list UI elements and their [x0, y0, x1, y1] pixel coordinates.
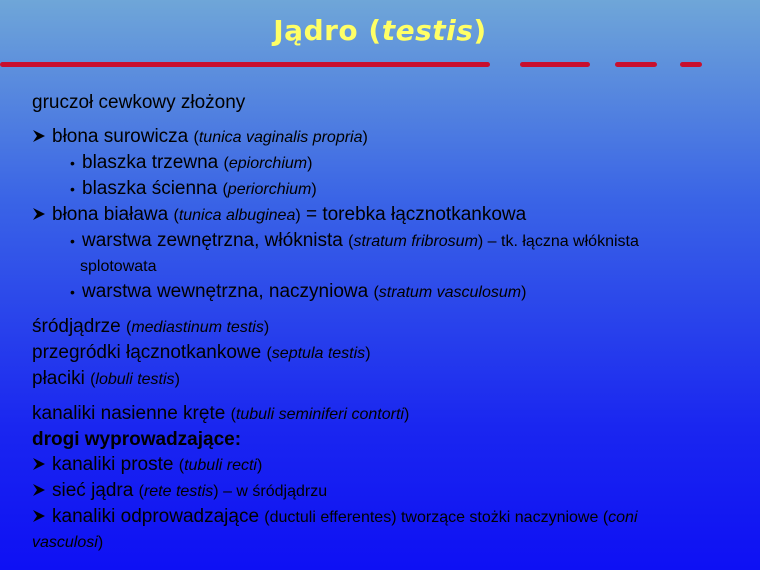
latin-term: coni	[608, 509, 638, 526]
arrow-bullet-icon	[32, 504, 52, 529]
paren: (	[126, 319, 132, 336]
paren: (	[173, 207, 179, 224]
item-text: blaszka trzewna	[82, 152, 224, 173]
section-heading: drogi wyprowadzające:	[32, 429, 242, 450]
item-text: kanaliki proste	[52, 454, 179, 475]
text-gland: gruczoł cewkowy złożony	[32, 92, 246, 113]
arrow-item	[32, 504, 752, 530]
paren: )	[97, 534, 104, 551]
item-text: przegródki łącznotkankowe	[32, 342, 267, 363]
arrow-bullet-icon	[32, 452, 52, 477]
paren: )	[174, 371, 180, 388]
item-text: sieć jądra	[52, 480, 139, 501]
bullet-icon: •	[70, 155, 75, 171]
paren: (	[223, 155, 229, 172]
slide-title	[0, 14, 760, 47]
paren: )	[213, 483, 219, 500]
item-text: warstwa wewnętrzna, naczyniowa	[82, 281, 374, 302]
title-rule-dash	[615, 62, 657, 67]
paren: )	[521, 284, 527, 301]
slide-body	[32, 90, 752, 555]
latin-term: tunica albuginea	[178, 207, 296, 224]
paren: )	[256, 457, 263, 474]
item-text: – w śródjądrzu	[218, 483, 328, 500]
arrow-bullet-icon	[32, 478, 52, 503]
item-text: warstwa zewnętrzna, włóknista	[82, 230, 349, 251]
latin-term: periorchium	[227, 181, 312, 198]
item-text: kanaliki odprowadzające	[52, 506, 265, 527]
paren: (	[138, 483, 144, 500]
bullet-item	[32, 228, 752, 254]
text-line	[32, 314, 752, 340]
text-line	[32, 90, 752, 115]
item-text: kanaliki nasienne kręte	[32, 403, 231, 424]
paren: (	[193, 129, 199, 146]
latin-term: tunica vaginalis propria	[198, 129, 363, 146]
paren: (	[230, 406, 236, 423]
arrow-item	[32, 478, 752, 504]
paren: )	[295, 207, 301, 224]
title-rule-dash	[520, 62, 590, 67]
latin-term: vasculosi	[32, 534, 98, 551]
title-close: )	[473, 14, 487, 47]
paren: )	[362, 129, 368, 146]
item-text: śródjądrze	[32, 316, 126, 337]
title-latin: testis	[381, 14, 474, 47]
paren: )	[311, 181, 317, 198]
latin-term: mediastinum testis	[131, 319, 264, 336]
bullet-icon: •	[70, 233, 75, 249]
bullet-item	[32, 176, 752, 202]
latin-term: epiorchium	[228, 155, 308, 172]
arrow-bullet-icon	[32, 124, 52, 149]
latin-term: tubuli seminiferi contorti	[235, 406, 404, 423]
latin-term: septula testis	[271, 345, 366, 362]
paren: )	[403, 406, 410, 423]
latin-term: tubuli recti	[184, 457, 257, 474]
arrow-item	[32, 202, 752, 228]
bullet-icon: •	[70, 284, 75, 300]
paren: )	[263, 319, 270, 336]
paren: )	[307, 155, 313, 172]
title-rule-dash	[680, 62, 702, 67]
latin-term: stratum fribrosum	[353, 233, 478, 250]
title-rule	[0, 62, 490, 67]
paren: )	[477, 233, 484, 250]
bullet-icon: •	[70, 181, 75, 197]
paren: )	[365, 345, 371, 362]
bullet-item	[32, 150, 752, 176]
latin-term: lobuli testis	[95, 371, 175, 388]
paren: (	[348, 233, 354, 250]
latin-term: rete testis	[143, 483, 214, 500]
item-text: błona biaława	[52, 204, 174, 225]
latin-term: stratum vasculosum	[378, 284, 522, 301]
paren: (	[373, 284, 379, 301]
arrow-item	[32, 452, 752, 478]
arrow-item	[32, 124, 752, 150]
paren: (	[178, 457, 185, 474]
paren: (	[90, 371, 96, 388]
text-line	[32, 401, 752, 427]
item-text: płaciki	[32, 368, 91, 389]
title-text: Jądro (	[273, 14, 382, 47]
item-text: = torebka łącznotkankowa	[300, 204, 527, 225]
text-line	[32, 340, 752, 366]
wrapped-text: splotowata	[80, 258, 157, 275]
paren: (	[222, 181, 228, 198]
paren: (	[266, 345, 272, 362]
bullet-item	[32, 279, 752, 305]
item-text: – tk. łączna włóknista	[483, 233, 639, 250]
item-text: (ductuli efferentes) tworzące stożki naczyniowe (	[264, 509, 609, 526]
arrow-bullet-icon	[32, 202, 52, 227]
item-text: błona surowicza	[52, 126, 194, 147]
text-line	[32, 366, 752, 392]
wrapped-text	[32, 530, 752, 555]
item-text: blaszka ścienna	[82, 178, 223, 199]
